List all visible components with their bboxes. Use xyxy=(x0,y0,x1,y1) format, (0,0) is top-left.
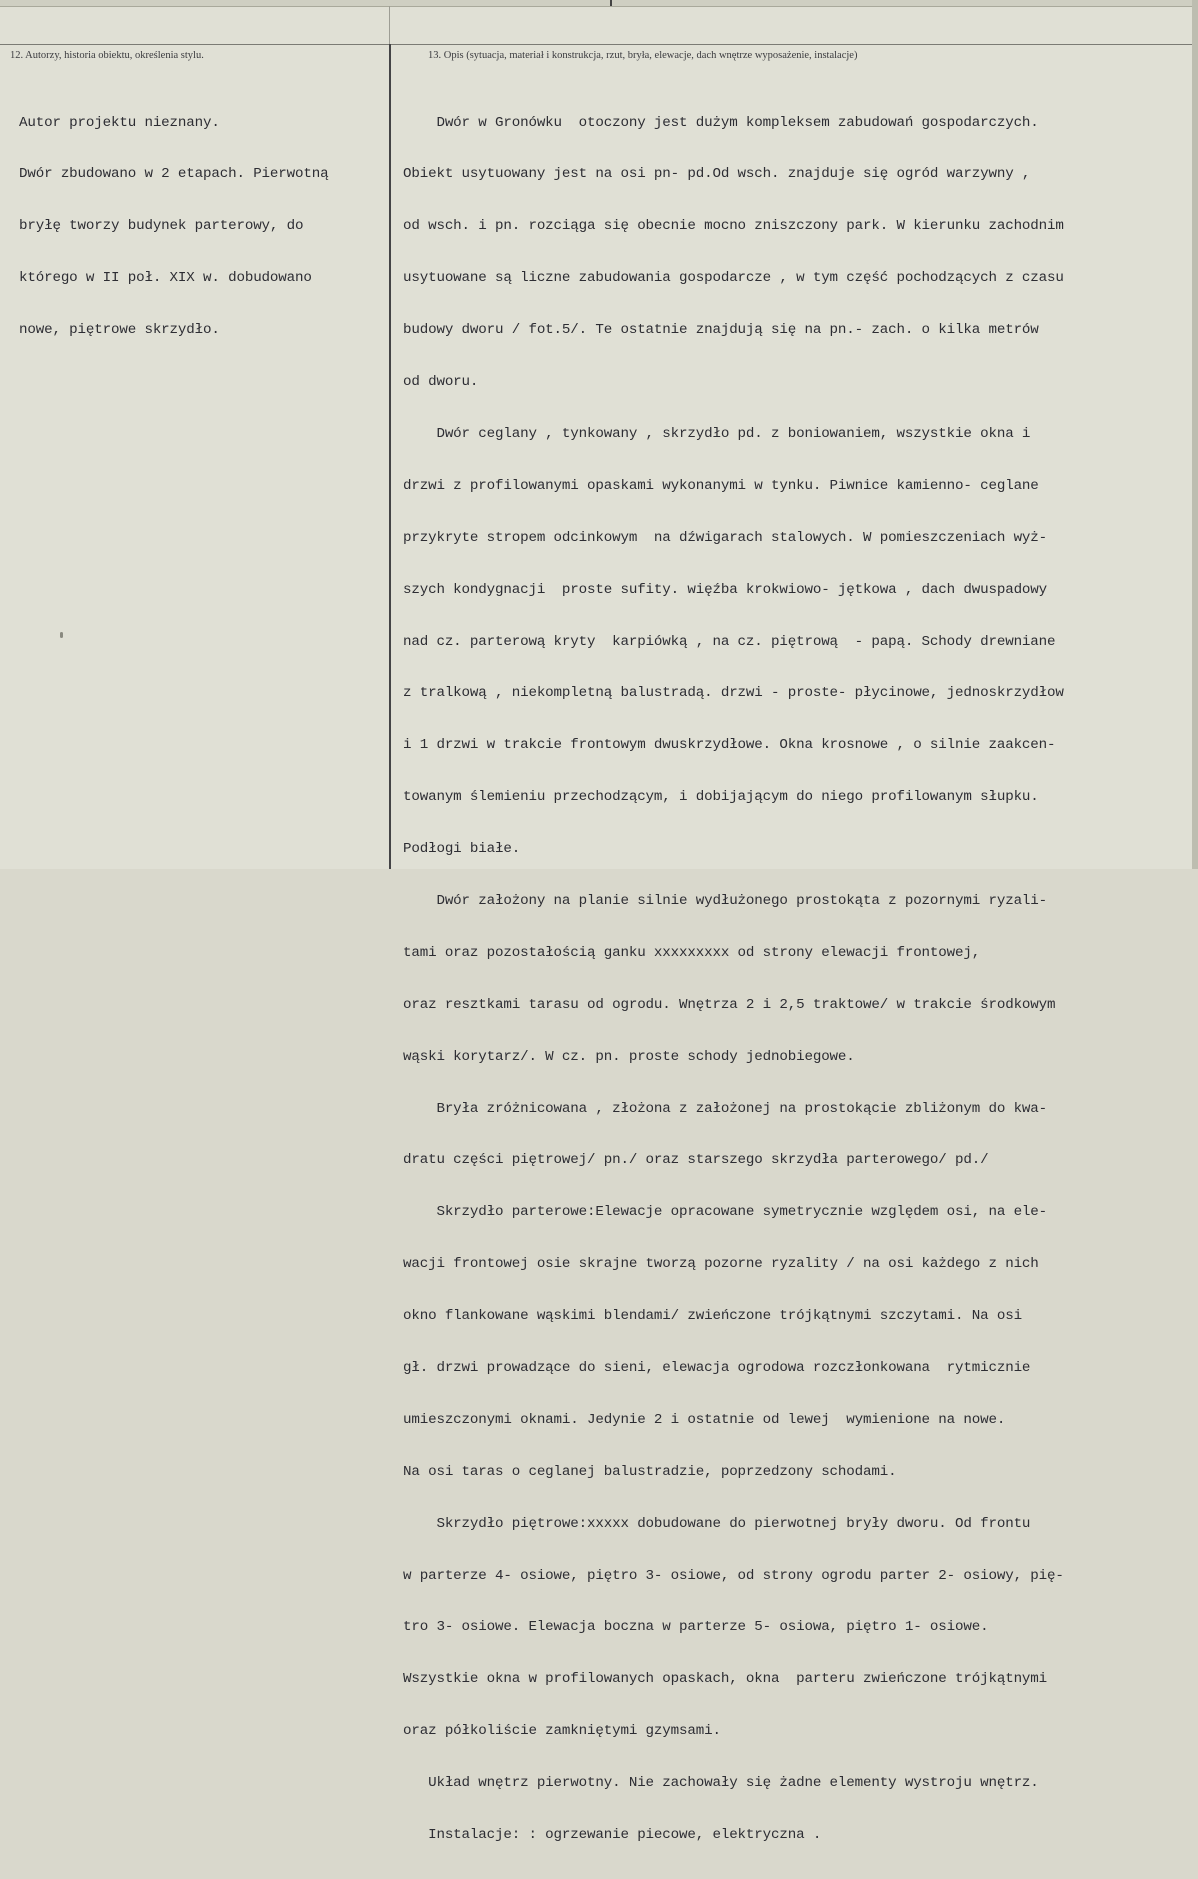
section-13-heading: 13. Opis (sytuacja, materiał i konstrukcja, rzut, bryła, elewacje, dach wnętrze wyposażenie, instalacje) xyxy=(428,50,858,61)
text-line: gł. drzwi prowadzące do sieni, elewacja ogrodowa rozczłonkowana rytmicznie xyxy=(403,1359,1031,1376)
authors-history-text xyxy=(19,80,328,374)
text-line: Skrzydło parterowe:Elewacje opracowane symetrycznie względem osi, na ele- xyxy=(403,1204,1048,1221)
text-line: Układ wnętrz pierwotny. Nie zachowały się żadne elementy wystroju wnętrz. xyxy=(403,1775,1039,1792)
text-line: tro 3- osiowe. Elewacja boczna w parterze 5- osiowa, piętro 1- osiowe. xyxy=(403,1619,989,1636)
text-line: Skrzydło piętrowe:xxxxx dobudowane do pierwotnej bryły dworu. Od frontu xyxy=(403,1515,1031,1532)
text-line: Na osi taras o ceglanej balustradzie, poprzedzony schodami. xyxy=(403,1463,897,1480)
text-line: dratu części piętrowej/ pn./ oraz starszego skrzydła parterowego/ pd./ xyxy=(403,1152,989,1169)
column-divider xyxy=(389,44,391,869)
top-card-strip xyxy=(0,0,1198,7)
text-line: nowe, piętrowe skrzydło. xyxy=(19,322,220,339)
top-notch-mark xyxy=(610,0,612,6)
text-line: w parterze 4- osiowe, piętro 3- osiowe, od strony ogrodu parter 2- osiowy, pię- xyxy=(403,1567,1064,1584)
text-line: i 1 drzwi w trakcie frontowym dwuskrzydłowe. Okna krosnowe , o silnie zaakcen- xyxy=(403,737,1056,754)
text-line: szych kondygnacji proste sufity. więźba krokwiowo- jętkowa , dach dwuspadowy xyxy=(403,581,1048,598)
text-line: Instalacje: : ogrzewanie piecowe, elektryczna . xyxy=(403,1826,822,1843)
header-rule xyxy=(0,44,1192,45)
text-line: usytuowane są liczne zabudowania gospodarcze , w tym część pochodzących z czasu xyxy=(403,270,1064,287)
text-line: Dwór założony na planie silnie wydłużonego prostokąta z pozornymi ryzali- xyxy=(403,892,1048,909)
text-line: Wszystkie okna w profilowanych opaskach, okna parteru zwieńczone trójkątnymi xyxy=(403,1671,1048,1688)
text-line: oraz półkoliście zamkniętymi gzymsami. xyxy=(403,1723,721,1740)
text-line: wąski korytarz/. W cz. pn. proste schody jednobiegowe. xyxy=(403,1048,855,1065)
text-line: drzwi z profilowanymi opaskami wykonanymi w tynku. Piwnice kamienno- ceglane xyxy=(403,477,1039,494)
text-line: przykryte stropem odcinkowym na dźwigarach stalowych. W pomieszczeniach wyż- xyxy=(403,529,1048,546)
text-line: od dworu. xyxy=(403,374,479,391)
text-line: Dwór ceglany , tynkowany , skrzydło pd. z boniowaniem, wszystkie okna i xyxy=(403,425,1031,442)
text-line: Autor projektu nieznany. xyxy=(19,114,220,131)
text-line: z tralkową , niekompletną balustradą. drzwi - proste- płycinowe, jednoskrzydłow xyxy=(403,685,1064,702)
text-line: okno flankowane wąskimi blendami/ zwieńczone trójkątnymi szczytami. Na osi xyxy=(403,1308,1022,1325)
text-line: bryłę tworzy budynek parterowy, do xyxy=(19,218,304,235)
text-line: towanym ślemieniu przechodzącym, i dobijającym do niego profilowanym słupku. xyxy=(403,789,1039,806)
description-text xyxy=(403,80,1064,1879)
section-12-heading: 12. Autorzy, historia obiektu, określenia stylu. xyxy=(10,50,204,61)
card-right-edge xyxy=(1192,0,1198,869)
text-line: oraz resztkami tarasu od ogrodu. Wnętrza 2 i 2,5 traktowe/ w trakcie środkowym xyxy=(403,996,1056,1013)
paper-speck xyxy=(60,632,63,638)
text-line: Podłogi białe. xyxy=(403,841,521,858)
text-line: Dwór zbudowano w 2 etapach. Pierwotną xyxy=(19,166,329,183)
text-line: którego w II poł. XIX w. dobudowano xyxy=(19,270,312,287)
text-line: budowy dworu / fot.5/. Te ostatnie znajdują się na pn.- zach. o kilka metrów xyxy=(403,322,1039,339)
text-line: umieszczonymi oknami. Jedynie 2 i ostatnie od lewej wymienione na nowe. xyxy=(403,1411,1006,1428)
text-line: od wsch. i pn. rozciąga się obecnie mocno zniszczony park. W kierunku zachodnim xyxy=(403,218,1064,235)
text-line: wacji frontowej osie skrajne tworzą pozorne ryzality / na osi każdego z nich xyxy=(403,1256,1039,1273)
text-line: Obiekt usytuowany jest na osi pn- pd.Od wsch. znajduje się ogród warzywny , xyxy=(403,166,1031,183)
text-line: Dwór w Gronówku otoczony jest dużym kompleksem zabudowań gospodarczych. xyxy=(403,114,1039,131)
upper-divider-line xyxy=(389,6,390,44)
text-line: tami oraz pozostałością ganku xxxxxxxxx od strony elewacji frontowej, xyxy=(403,944,981,961)
text-line: nad cz. parterową kryty karpiówką , na cz. piętrową - papą. Schody drewniane xyxy=(403,633,1056,650)
text-line: Bryła zróżnicowana , złożona z założonej na prostokącie zbliżonym do kwa- xyxy=(403,1100,1048,1117)
